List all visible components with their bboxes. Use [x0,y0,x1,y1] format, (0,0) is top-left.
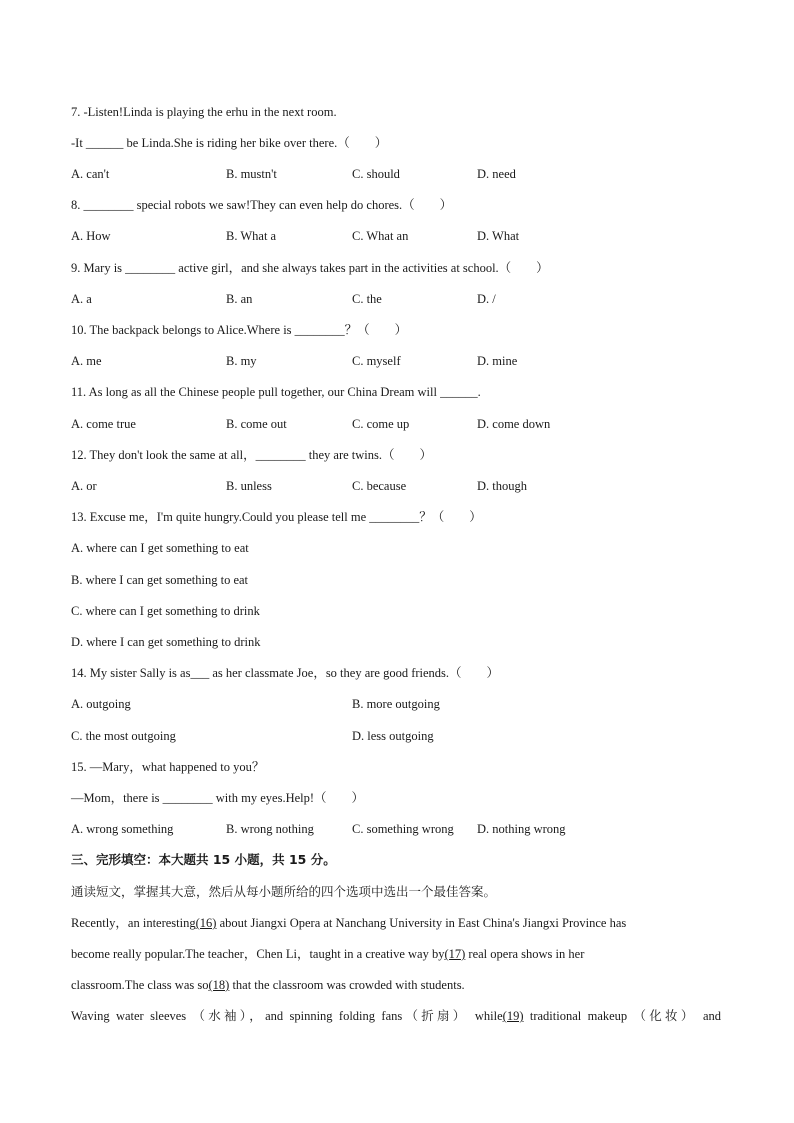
question-12-options [71,478,731,494]
option-b[interactable]: B. where I can get something to eat [71,573,249,587]
question-9-options [71,291,731,307]
option-a[interactable]: A. can't [71,167,110,181]
option-d[interactable]: D. though [477,479,527,493]
passage-text: traditional makeup （化妆） and [523,1009,721,1023]
option-c[interactable]: C. should [352,167,400,181]
question-9-stem: 9. Mary is ________ active girl，and she always takes part in the activities at school.（ ） [71,261,549,275]
blank-18[interactable]: (18) [208,978,230,992]
question-7-options [71,166,731,182]
option-c[interactable]: C. myself [352,354,401,368]
question-7-stem-2: -It ______ be Linda.She is riding her bike over there.（ ） [71,136,388,150]
question-8-stem: 8. ________ special robots we saw!They can even help do chores.（ ） [71,198,453,212]
option-b[interactable]: B. unless [226,479,272,493]
question-11-options [71,416,731,432]
question-14-options-row-2 [71,728,731,744]
question-10-stem: 10. The backpack belongs to Alice.Where is ________？（ ） [71,323,408,337]
option-d[interactable]: D. need [477,167,516,181]
option-c[interactable]: C. something wrong [352,822,454,836]
option-d[interactable]: D. less outgoing [352,729,434,743]
question-13-stem: 13. Excuse me，I'm quite hungry.Could you please tell me ________？（ ） [71,510,482,524]
passage-text: Recently，an interesting [71,916,196,930]
option-b[interactable]: B. wrong nothing [226,822,314,836]
option-d[interactable]: D. mine [477,354,518,368]
option-a[interactable]: A. me [71,354,102,368]
passage-text: classroom.The class was so [71,978,209,992]
question-10-options [71,353,731,369]
option-c[interactable]: C. the most outgoing [71,729,176,743]
passage-line-1 [71,915,626,931]
option-a[interactable]: A. wrong something [71,822,174,836]
question-14-stem: 14. My sister Sally is as___ as her classmate Joe，so they are good friends.（ ） [71,666,500,680]
option-b[interactable]: B. an [226,292,253,306]
passage-line-4 [71,1008,721,1024]
question-15-stem: 15. —Mary，what happened to you？ [71,760,265,774]
option-d[interactable]: D. where I can get something to drink [71,635,261,649]
question-14-options-row-1 [71,696,731,712]
passage-text: Waving water sleeves （水袖），and spinning folding fans（折扇） while [71,1009,503,1023]
blank-19[interactable]: (19) [502,1009,524,1023]
option-b[interactable]: B. mustn't [226,167,277,181]
section-instruction: 通读短文，掌握其大意，然后从每小题所给的四个选项中选出一个最佳答案。 [71,884,497,899]
option-b[interactable]: B. come out [226,417,287,431]
option-b[interactable]: B. more outgoing [352,697,440,711]
option-c[interactable]: C. because [352,479,407,493]
option-a[interactable]: A. outgoing [71,697,131,711]
option-c[interactable]: C. where can I get something to drink [71,604,260,618]
option-d[interactable]: D. come down [477,417,551,431]
option-a[interactable]: A. How [71,229,111,243]
question-15-options [71,821,731,837]
option-d[interactable]: D. / [477,292,496,306]
option-d[interactable]: D. What [477,229,520,243]
passage-text: that the classroom was crowded with students. [229,978,465,992]
question-11-stem: 11. As long as all the Chinese people pull together, our China Dream will ______. [71,385,481,399]
blank-16[interactable]: (16) [195,916,217,930]
question-7-stem: 7. -Listen!Linda is playing the erhu in the next room. [71,105,337,119]
option-d[interactable]: D. nothing wrong [477,822,566,836]
option-b[interactable]: B. What a [226,229,277,243]
passage-text: real opera shows in her [465,947,585,961]
option-c[interactable]: C. What an [352,229,409,243]
option-a[interactable]: A. come true [71,417,136,431]
passage-text: become really popular.The teacher，Chen Li，taught in a creative way by [71,947,445,961]
option-a[interactable]: A. where can I get something to eat [71,541,249,555]
blank-17[interactable]: (17) [444,947,466,961]
question-8-options [71,228,731,244]
option-c[interactable]: C. the [352,292,382,306]
passage-text: about Jiangxi Opera at Nanchang University in East China's Jiangxi Province has [216,916,627,930]
passage-line-2 [71,946,584,962]
section-title: 三、完形填空：本大题共 15 小题，共 15 分。 [71,852,336,867]
option-a[interactable]: A. or [71,479,97,493]
option-a[interactable]: A. a [71,292,92,306]
question-12-stem: 12. They don't look the same at all，________ they are twins.（ ） [71,448,432,462]
option-b[interactable]: B. my [226,354,257,368]
passage-line-3 [71,977,465,993]
question-15-stem-2: —Mom，there is ________ with my eyes.Help!（ ） [71,791,365,805]
option-c[interactable]: C. come up [352,417,410,431]
